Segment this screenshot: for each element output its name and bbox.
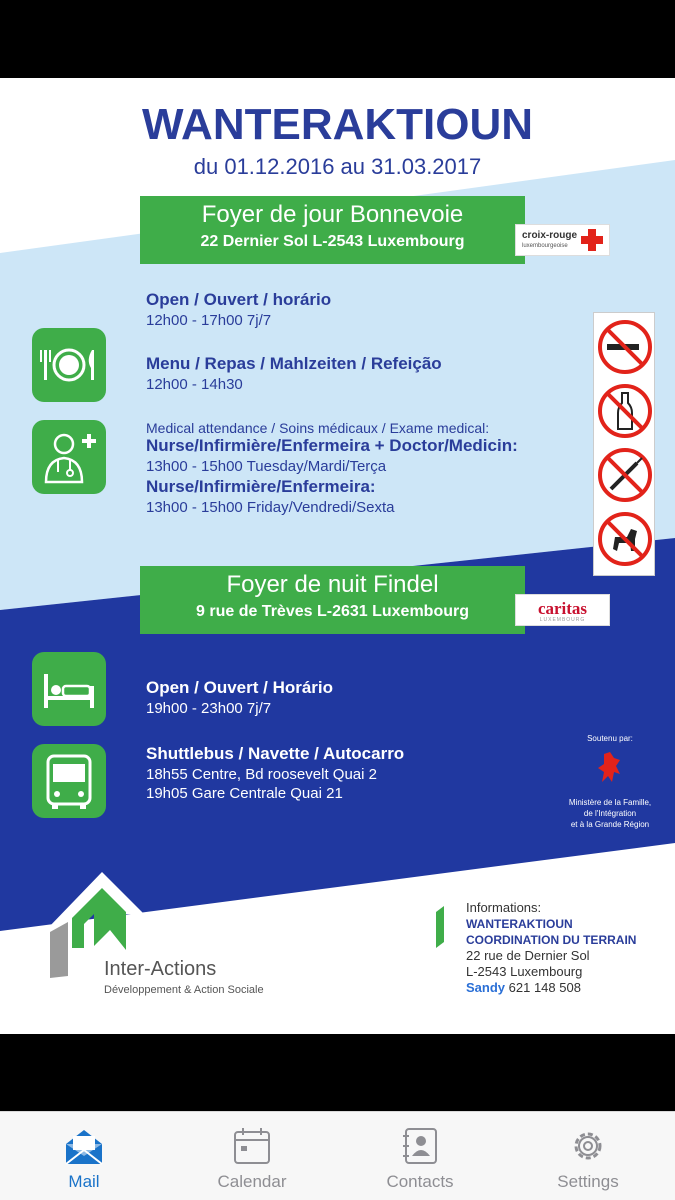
lion-icon: [596, 750, 624, 786]
day-shelter-banner: [140, 196, 525, 264]
no-dogs-icon: [597, 511, 653, 567]
org-tagline: Développement & Action Sociale: [104, 984, 264, 996]
day-menu-block: Menu / Repas / Mahlzeiten / Refeição 12h00 - 14h30: [146, 354, 442, 393]
day-medical-block: Medical attendance / Soins médicaux / Exame medical: Nurse/Infirmière/Enfermeira + Doctor/Medicin: 13h00 - 15h00 Tuesday/Mardi/Terça Nurse/Infirmière/Enfermeira: 13h00 - 15h00 Friday/Vendredi/Sexta: [146, 420, 518, 516]
org-name: Inter-Actions: [104, 958, 217, 980]
gear-icon: [568, 1126, 608, 1166]
no-alcohol-icon: [597, 383, 653, 439]
red-cross-icon: [581, 229, 603, 251]
night-shelter-banner: [140, 566, 525, 634]
poster-dates: du 01.12.2016 au 31.03.2017: [193, 154, 482, 179]
plate-cutlery-icon: [32, 328, 106, 402]
day-shelter-name: Foyer de jour Bonnevoie: [201, 201, 464, 228]
bed-icon: [32, 652, 106, 726]
no-drugs-icon: [597, 447, 653, 503]
contact-phone: 621 148 508: [508, 980, 581, 995]
croix-rouge-logo: croix-rouge luxembourgeoise: [515, 224, 610, 256]
caritas-logo: caritas LUXEMBOURG: [515, 594, 610, 626]
day-shelter-address: 22 Dernier Sol L-2543 Luxembourg: [200, 233, 465, 250]
night-shelter-name: Foyer de nuit Findel: [226, 571, 439, 598]
support-block: Soutenu par: Ministère de la Famille, de l'Intégration et à la Grande Région: [568, 734, 652, 829]
poster-title: WANTERAKTIOUN: [141, 100, 534, 149]
doctor-icon: [32, 420, 106, 494]
no-smoking-icon: [597, 319, 653, 375]
tab-mail[interactable]: Mail: [0, 1112, 168, 1200]
contact-name: Sandy: [466, 980, 506, 995]
poster-image: [0, 78, 675, 1034]
tab-settings[interactable]: Settings: [504, 1112, 672, 1200]
shuttle-block: Shuttlebus / Navette / Autocarro 18h55 Centre, Bd roosevelt Quai 2 19h05 Gare Centrale Quai 21: [146, 744, 405, 802]
info-accent-bar: [436, 906, 444, 948]
tab-bar: [0, 1111, 675, 1200]
night-shelter-address: 9 rue de Trèves L-2631 Luxembourg: [196, 603, 469, 620]
info-block: Informations: WANTERAKTIOUN COORDINATION DU TERRAIN 22 rue de Dernier Sol L-2543 Luxembourg Sandy 621 148 508: [466, 900, 637, 995]
day-open-block: Open / Ouvert / horário 12h00 - 17h00 7j/7: [146, 290, 332, 329]
calendar-icon: [232, 1126, 272, 1166]
prohibition-signs-panel: [593, 312, 655, 576]
night-open-block: Open / Ouvert / Horário 19h00 - 23h00 7j/7: [146, 678, 334, 717]
contacts-icon: [400, 1126, 440, 1166]
tab-contacts[interactable]: Contacts: [336, 1112, 504, 1200]
mail-icon: [64, 1126, 104, 1166]
tab-calendar[interactable]: Calendar: [168, 1112, 336, 1200]
bus-icon: [32, 744, 106, 818]
